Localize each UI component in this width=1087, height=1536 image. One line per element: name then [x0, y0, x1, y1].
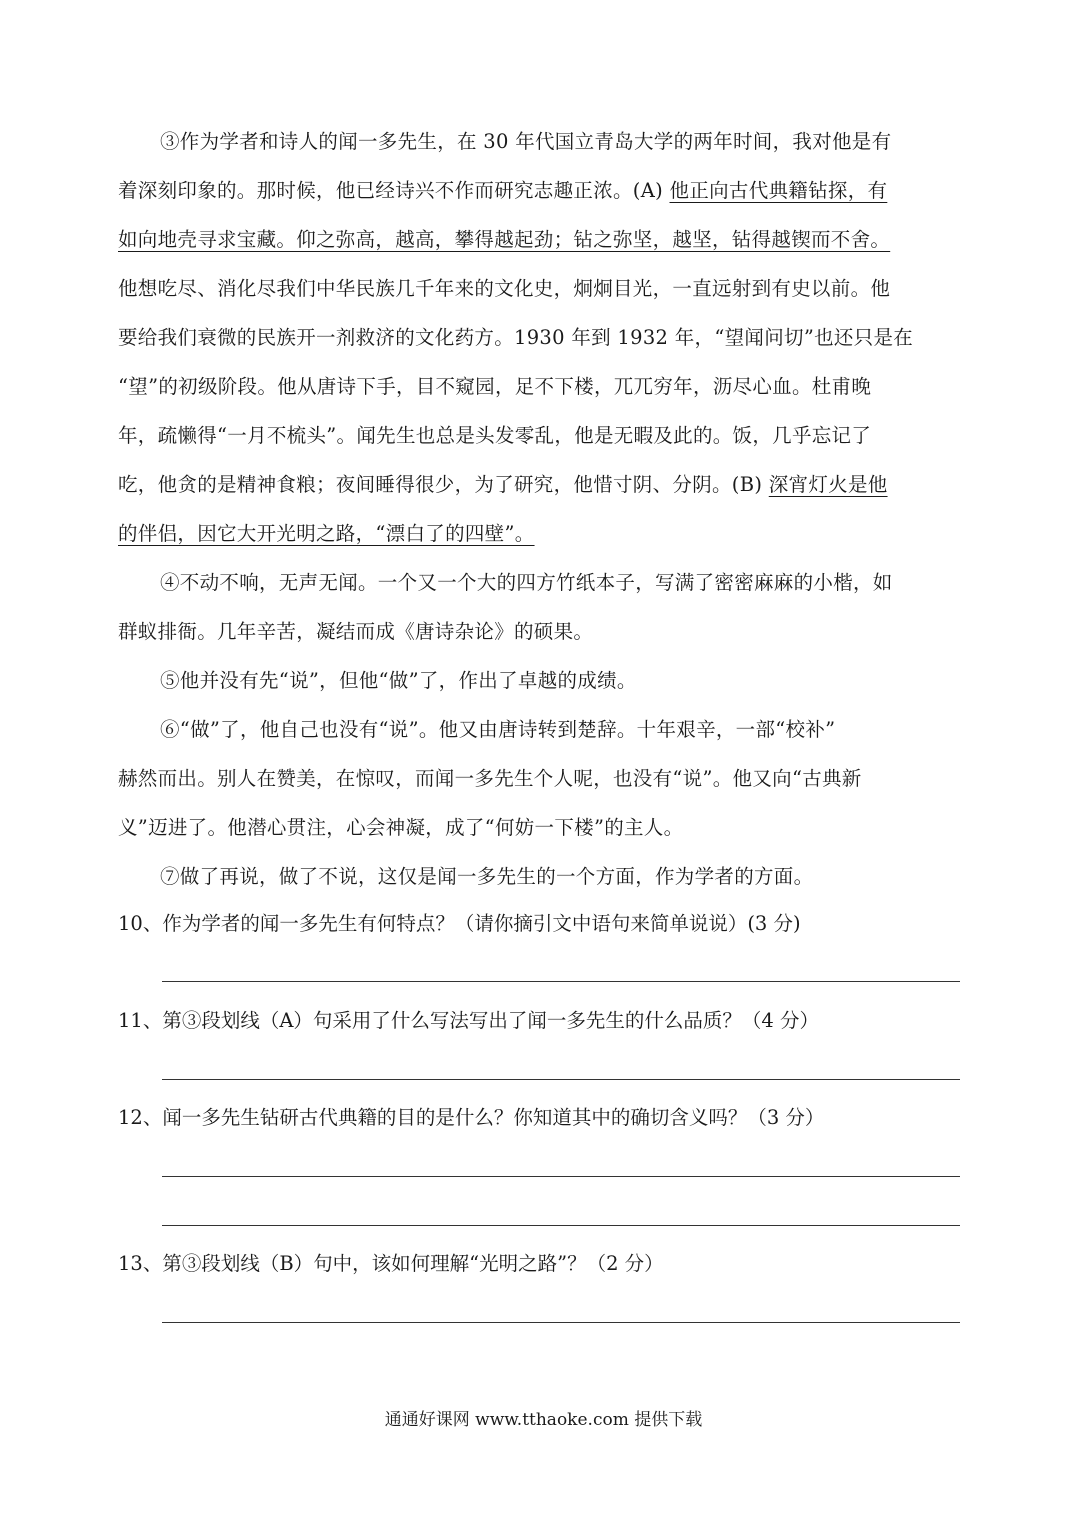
paragraph-3-line-2-text: 着深刻印象的。那时候，他已经诗兴不作而研究志趣正浓。(A): [118, 179, 670, 202]
paragraph-3-line-5: 要给我们衰微的民族开一剂救济的文化药方。1930 年到 1932 年，“望闻问切”也还只是在: [118, 326, 914, 349]
paragraph-6-line-1: ⑥“做”了，他自己也没有“说”。他又由唐诗转到楚辞。十年艰辛，一部“校补”: [160, 718, 836, 741]
paragraph-3-line-9: [118, 509, 970, 558]
paragraph-3: [118, 117, 970, 558]
paragraph-3-line-1: ③作为学者和诗人的闻一多先生，在 30 年代国立青岛大学的两年时间，我对他是有: [160, 130, 892, 153]
paragraph-6: [118, 705, 970, 852]
question-11: 11、第③段划线（A）句采用了什么写法写出了闻一多先生的什么品质？（4 分）: [118, 1009, 820, 1032]
answer-line-13[interactable]: [162, 1322, 960, 1323]
paragraph-6-line-3: 义”迈进了。他潜心贯注，心会神凝，成了“何妨一下楼”的主人。: [118, 816, 684, 839]
paragraph-3-line-2: [118, 166, 970, 215]
question-13: 13、第③段划线（B）句中，该如何理解“光明之路”？（2 分）: [118, 1252, 664, 1275]
answer-line-12-a[interactable]: [162, 1176, 960, 1177]
paragraph-4-line-2: 群蚁排衙。几年辛苦，凝结而成《唐诗杂论》的硕果。: [118, 620, 594, 643]
page-footer: 通通好课网 www.tthaoke.com 提供下载: [384, 1410, 703, 1430]
paragraph-3-line-3: [118, 215, 970, 264]
underlined-sentence-a-end: 如向地壳寻求宝藏。仰之弥高，越高，攀得越起劲；钻之弥坚，越坚，钻得越锲而不舍。: [118, 228, 891, 251]
paragraph-3-line-8-text: 吃，他贪的是精神食粮；夜间睡得很少，为了研究，他惜寸阴、分阴。(B): [118, 473, 769, 496]
paragraph-5-line-1: ⑤他并没有先“说”，但他“做”了，作出了卓越的成绩。: [160, 669, 637, 692]
paragraph-6-line-2: 赫然而出。别人在赞美，在惊叹，而闻一多先生个人呢，也没有“说”。他又向“古典新: [118, 767, 862, 790]
answer-line-11[interactable]: [162, 1079, 960, 1080]
underlined-sentence-b-start: 深宵灯火是他: [768, 473, 888, 496]
paragraph-3-line-4: 他想吃尽、消化尽我们中华民族几千年来的文化史，炯炯目光，一直远射到有史以前。他: [118, 277, 891, 300]
underlined-sentence-b-end: 的伴侣，因它大开光明之路，“漂白了的四壁”。: [118, 522, 535, 545]
paragraph-7-line-1: ⑦做了再说，做了不说，这仅是闻一多先生的一个方面，作为学者的方面。: [160, 865, 814, 888]
question-10: 10、作为学者的闻一多先生有何特点？（请你摘引文中语句来简单说说）(3 分): [118, 912, 801, 935]
paragraph-3-line-6: “望”的初级阶段。他从唐诗下手，目不窥园，足不下楼，兀兀穷年，沥尽心血。杜甫晚: [118, 375, 872, 398]
answer-line-12-b[interactable]: [162, 1225, 960, 1226]
paragraph-4-line-1: ④不动不响，无声无闻。一个又一个大的四方竹纸本子，写满了密密麻麻的小楷，如: [160, 571, 893, 594]
underlined-sentence-a-start: 他正向古代典籍钻探，有: [669, 179, 888, 202]
paragraph-4: [118, 558, 970, 656]
paragraph-7: [118, 852, 970, 901]
paragraph-3-line-7: 年，疏懒得“一月不梳头”。闻先生也总是头发零乱，他是无暇及此的。饭，几乎忘记了: [118, 424, 872, 447]
paragraph-3-line-8: [118, 460, 970, 509]
answer-line-10[interactable]: [162, 981, 960, 982]
paragraph-5: [118, 656, 970, 705]
question-12: 12、闻一多先生钻研古代典籍的目的是什么？你知道其中的确切含义吗？（3 分）: [118, 1106, 825, 1129]
